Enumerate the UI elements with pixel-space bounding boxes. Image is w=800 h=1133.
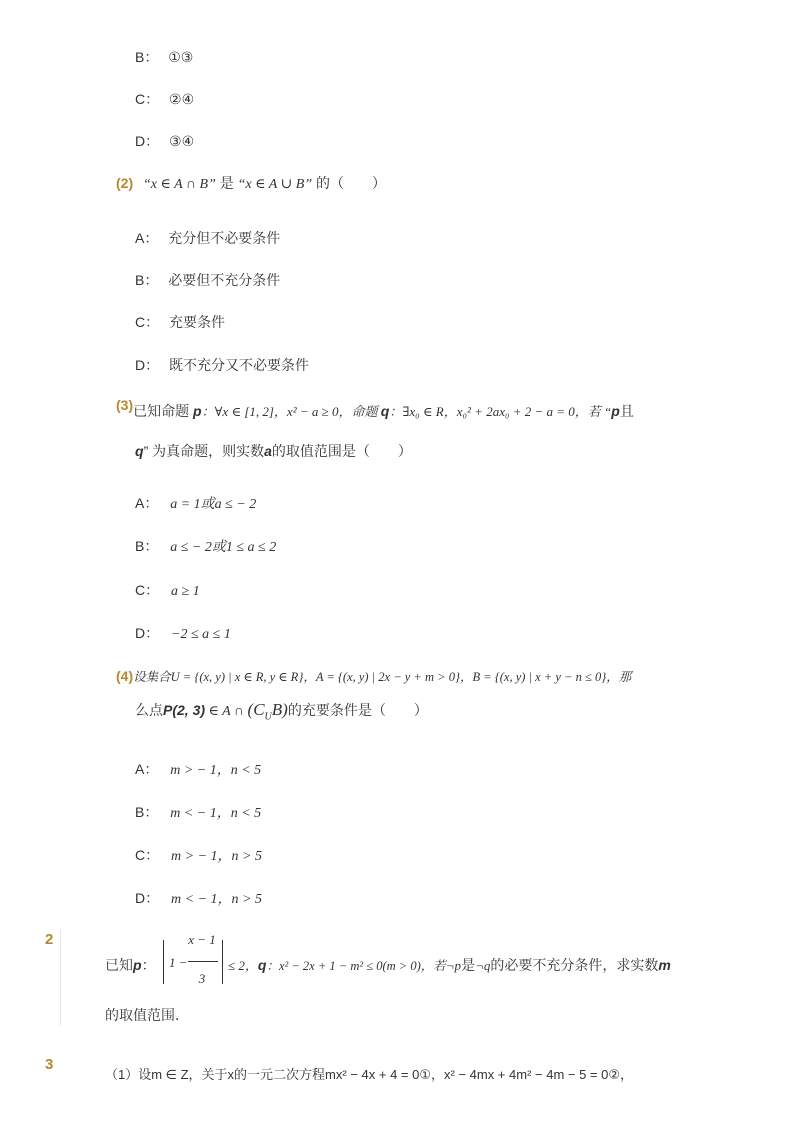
option-label: B： — [135, 49, 159, 65]
stem-math: P(2, 3) — [163, 702, 206, 718]
stem-math: ：∃x₀ ∈ R，x₀² + 2ax₀ + 2 − a = 0，若 “ — [389, 404, 612, 419]
stem-math: ¬q — [475, 958, 491, 973]
q3-stem-line2 — [135, 441, 412, 461]
option-text: m < − 1，n > 5 — [171, 892, 262, 907]
q2-option-b[interactable] — [135, 270, 280, 290]
option-text: a ≤ − 2或1 ≤ a ≤ 2 — [170, 540, 277, 555]
stem-math: p — [611, 403, 620, 419]
stem-text: 已知 — [105, 957, 133, 973]
option-label: C： — [135, 582, 160, 598]
problem-number: 3 — [45, 1056, 54, 1073]
stem-math: “x ∈ A ∩ B” — [143, 177, 216, 192]
q2-stem — [116, 173, 386, 193]
q2-option-a[interactable] — [135, 228, 280, 248]
stem-math: a — [264, 443, 272, 459]
problem-number: 2 — [45, 931, 54, 948]
q3-stem-line1 — [116, 397, 634, 421]
q4-option-d[interactable] — [135, 888, 262, 908]
stem-math: “x ∈ A ∪ B” — [237, 177, 313, 192]
divider — [60, 930, 61, 1026]
question-number: (2) — [116, 175, 134, 191]
option-text: m < − 1，n < 5 — [170, 806, 262, 821]
option-label: D： — [135, 890, 160, 906]
stem-math: q — [380, 403, 390, 419]
option-label: D： — [135, 357, 160, 373]
stem-text: 是 — [215, 175, 238, 191]
q4-stem-line1 — [116, 667, 631, 685]
stem-math: ≤ 2， — [228, 958, 258, 973]
stem-text: 的充要条件是（ ） — [287, 702, 428, 718]
stem-text: 设集合U = {(x, y) | x ∈ R, y ∈ R}，A = {(x, y) | 2x − y + m > 0}，B = {(x, y) | x + y − n ≤ 0}，那 — [133, 670, 632, 684]
abs-bar-right — [222, 940, 223, 984]
option-label: D： — [135, 133, 160, 149]
q3-option-b[interactable] — [135, 536, 276, 556]
option-text: 既不充分又不必要条件 — [169, 357, 310, 373]
stem-text: 的（ ） — [312, 175, 387, 191]
stem-math: ：∀x ∈ [1, 2]，x² − a ≥ 0，命题 — [201, 404, 381, 419]
stem-math: ¬p — [445, 958, 462, 973]
stem-text: 已知命题 — [133, 403, 194, 419]
option-label: B： — [135, 538, 159, 554]
q2-option-c[interactable] — [135, 312, 225, 332]
option-text: 充分但不必要条件 — [168, 230, 281, 246]
option-text: m > − 1，n > 5 — [171, 849, 262, 864]
stem-text: ： — [141, 957, 156, 973]
option-text: a = 1或a ≤ − 2 — [170, 497, 257, 512]
option-label: B： — [135, 272, 159, 288]
question-number: (3) — [116, 397, 134, 413]
question-number: (4) — [116, 668, 134, 684]
stem-text: 且 — [619, 403, 634, 419]
q2-option-d[interactable] — [135, 355, 309, 375]
problem2-condition — [228, 955, 671, 975]
q1-option-b — [135, 47, 193, 67]
complement-open: (C — [247, 700, 265, 719]
option-label: A： — [135, 230, 159, 246]
q4-option-a[interactable] — [135, 759, 261, 779]
problem3-line1: （1）设m ∈ Z，关于x的一元二次方程mx² − 4x + 4 = 0①，x² − 4mx + 4m² − 4m − 5 = 0②， — [105, 1067, 634, 1082]
fraction-denominator: 3 — [198, 971, 206, 986]
problem2-line2: 的取值范围． — [105, 1007, 189, 1023]
option-text: m > − 1，n < 5 — [170, 763, 262, 778]
stem-math: p — [193, 403, 202, 419]
option-label: A： — [135, 495, 159, 511]
q3-option-c[interactable] — [135, 580, 200, 600]
fraction-numerator: x − 1 — [188, 932, 216, 947]
q4-option-b[interactable] — [135, 802, 261, 822]
stem-math — [247, 700, 288, 723]
option-label: A： — [135, 761, 159, 777]
option-label: C： — [135, 314, 160, 330]
stem-math: m — [658, 957, 671, 973]
option-text: ③④ — [169, 133, 195, 149]
stem-math: q — [257, 957, 267, 973]
option-text: 充要条件 — [169, 314, 226, 330]
stem-text: 的取值范围是（ ） — [271, 443, 412, 459]
q4-option-c[interactable] — [135, 845, 262, 865]
option-label: C： — [135, 91, 160, 107]
stem-math: ∈ A ∩ — [205, 704, 248, 719]
q3-option-a[interactable] — [135, 493, 256, 513]
option-label: D： — [135, 625, 160, 641]
stem-text: 么点 — [135, 702, 163, 718]
one-minus: 1 − — [169, 955, 188, 970]
stem-text: 的必要不充分条件，求实数 — [490, 957, 659, 973]
stem-math: p — [133, 957, 142, 973]
q4-stem-line2 — [135, 700, 428, 722]
q1-option-c — [135, 89, 194, 109]
option-text: 必要但不充分条件 — [168, 272, 281, 288]
fraction-bar — [188, 961, 218, 962]
q1-option-d — [135, 131, 194, 151]
stem-math: q — [135, 443, 144, 459]
option-label: B： — [135, 804, 159, 820]
stem-text: ” 为真命题，则实数 — [143, 443, 265, 459]
option-text: ①③ — [168, 49, 194, 65]
complement-subscript: U — [264, 711, 272, 723]
problem2-intro — [105, 955, 156, 975]
option-text: −2 ≤ a ≤ 1 — [171, 627, 231, 642]
option-text: a ≥ 1 — [171, 584, 200, 599]
complement-close: B) — [271, 700, 288, 719]
stem-text: 是 — [461, 957, 476, 973]
abs-bar-left — [163, 940, 164, 984]
stem-math: ：x² − 2x + 1 − m² ≤ 0(m > 0)，若 — [266, 959, 446, 973]
option-text: ②④ — [169, 91, 195, 107]
q3-option-d[interactable] — [135, 623, 231, 643]
option-label: C： — [135, 847, 160, 863]
